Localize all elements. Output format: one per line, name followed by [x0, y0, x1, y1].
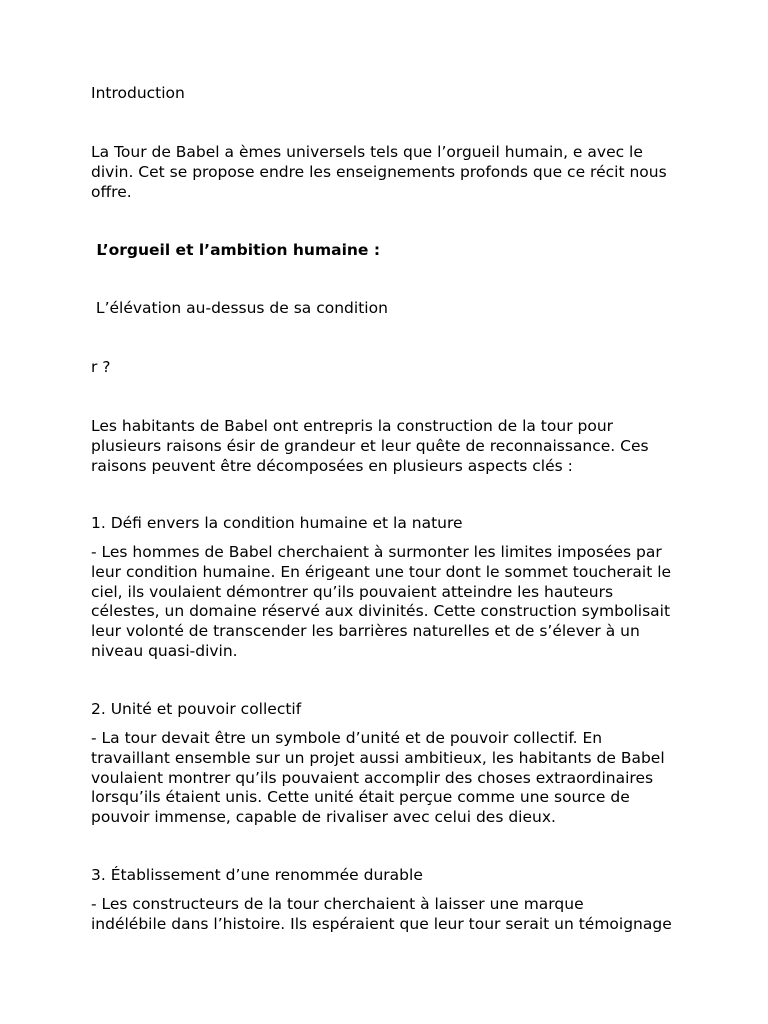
subsection-heading: L’élévation au-dessus de sa condition: [91, 299, 388, 317]
point-title: 3. Établissement d’une renommée durable: [91, 866, 423, 884]
point-title: 2. Unité et pouvoir collectif: [91, 700, 302, 718]
fragment-text: r ?: [91, 358, 111, 376]
point-body: - Les constructeurs de la tour cherchaient à laisser une marque indélébile dans l’histoire. Ils espéraient que leur tour serait un témoignage: [91, 895, 672, 933]
point-body: - Les hommes de Babel cherchaient à surmonter les limites imposées par leur condition humaine. En érigeant une tour dont le sommet toucherait le ciel, ils voulaient démontrer qu’ils pouvaient atteindre les hauteurs célestes, un domaine réservé aux divinités. Cette construction symbolisait leur volonté de transcender les barrières naturelles et de s’élever à un niveau quasi-divin.: [91, 543, 672, 660]
introduction-heading: Introduction: [91, 84, 185, 102]
reasons-paragraph: Les habitants de Babel ont entrepris la construction de la tour pour plusieurs raisons ésir de grandeur et leur quête de reconnaissance. Ces raisons peuvent être décomposées en plusieurs aspects clés :: [91, 417, 649, 475]
point-body: - La tour devait être un symbole d’unité et de pouvoir collectif. En travaillant ensemble sur un projet aussi ambitieux, les habitants de Babel voulaient montrer qu’ils pouvaient accomplir des choses extraordinaires lorsqu’ils étaient unis. Cette unité était perçue comme une source de pouvoir immense, capable de rivaliser avec celui des dieux.: [91, 729, 665, 827]
section-heading: L’orgueil et l’ambition humaine :: [91, 241, 381, 259]
point-title: 1. Défi envers la condition humaine et la nature: [91, 514, 463, 532]
intro-paragraph: La Tour de Babel a èmes universels tels que l’orgueil humain, e avec le divin. Cet se propose endre les enseignements profonds que ce récit nous offre.: [91, 143, 667, 201]
